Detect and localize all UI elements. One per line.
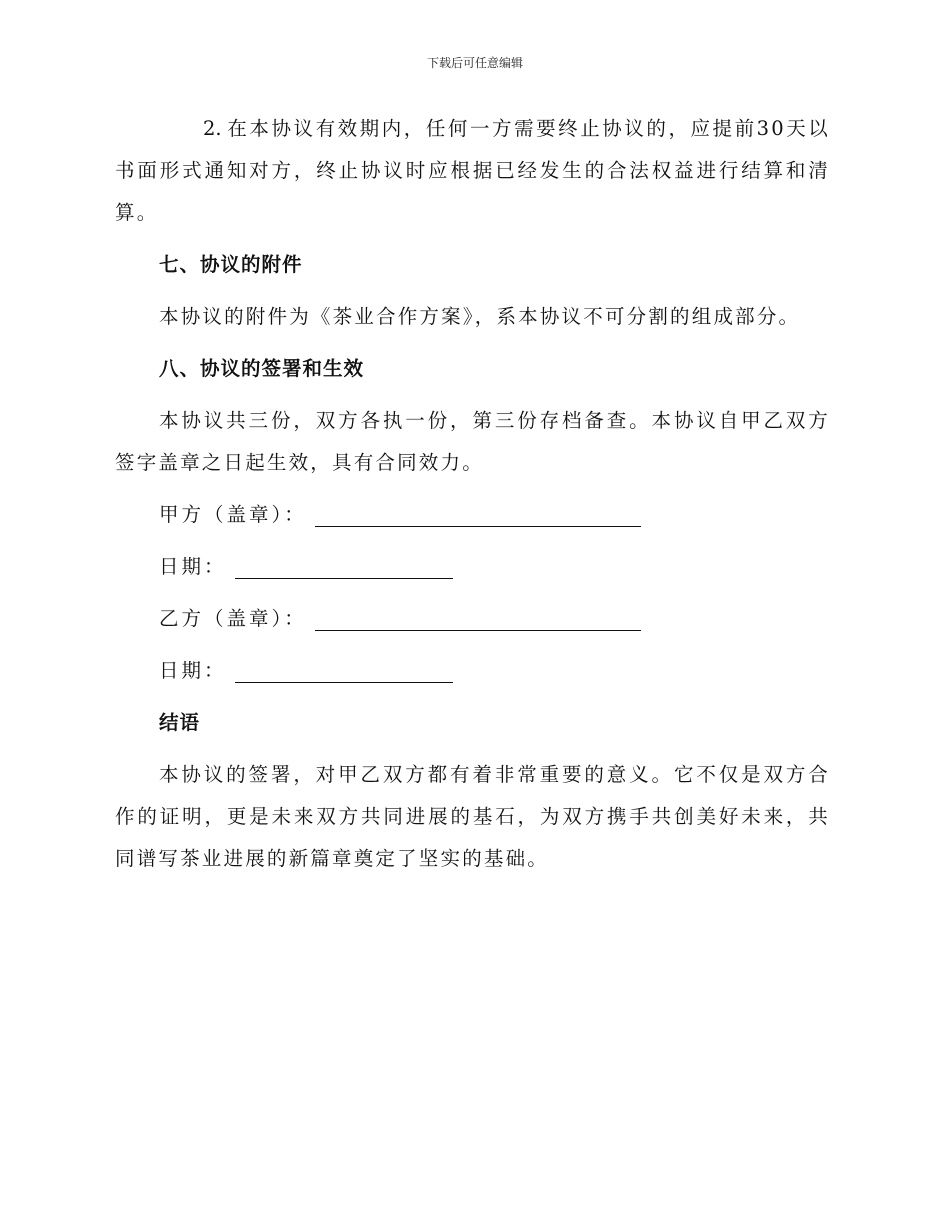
section-7-heading: 七、协议的附件	[159, 253, 303, 276]
conclusion-body: 本协议的签署，对甲乙双方都有着非常重要的意义。它不仅是双方合作的证明，更是未来双方共同进展的基石，为双方携手共创美好未来，共同谱写茶业进展的新篇章奠定了坚实的基础。	[115, 763, 830, 870]
page-header: 下载后可任意编辑	[426, 56, 523, 70]
date-a-label: 日期：	[159, 555, 227, 578]
party-b-signature	[159, 598, 830, 640]
date-b-label: 日期：	[159, 659, 227, 682]
document-body	[115, 108, 830, 890]
conclusion-heading: 结语	[159, 711, 201, 734]
section-7-body: 本协议的附件为《茶业合作方案》，系本协议不可分割的组成部分。	[159, 305, 801, 328]
party-a-signature-line	[315, 504, 641, 527]
date-a-line	[235, 556, 453, 579]
party-a-signature	[159, 494, 830, 536]
party-b-signature-line	[315, 608, 641, 631]
section-8-heading: 八、协议的签署和生效	[159, 357, 365, 380]
party-a-date	[159, 546, 830, 588]
date-b-line	[235, 660, 453, 683]
clause-2-text: 在本协议有效期内，任何一方需要终止协议的，应提前30天以书面形式通知对方，终止协议时应根据已经发生的合法权益进行结算和清算。	[115, 117, 830, 224]
clause-2-number: 2.	[203, 117, 222, 140]
clause-2	[115, 108, 830, 234]
section-8-body: 本协议共三份，双方各执一份，第三份存档备查。本协议自甲乙双方签字盖章之日起生效，具有合同效力。	[115, 409, 830, 474]
party-a-label: 甲方（盖章）：	[159, 503, 307, 526]
party-b-label: 乙方（盖章）：	[159, 607, 307, 630]
party-b-date	[159, 650, 830, 692]
